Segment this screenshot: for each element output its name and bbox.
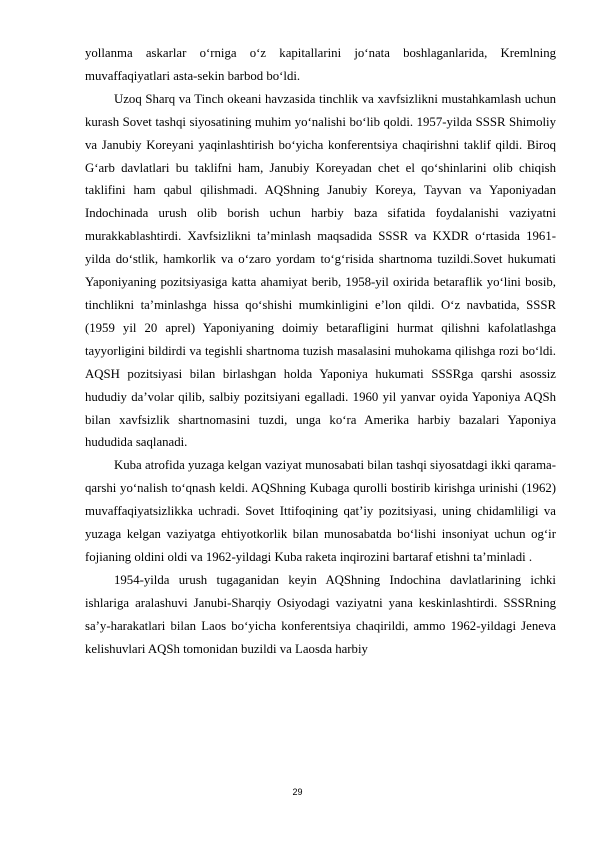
paragraph-continuation: yollanma askarlar o‘rniga o‘z kapitallarini jo‘nata boshlaganlarida, Kremlning muvaffaqiyatlari asta-sekin barbod bo‘ldi.: [85, 46, 556, 83]
paragraph-indochina: 1954-yilda urush tugaganidan keyin AQShning Indochina davlatlarining ichki ishlariga aralashuvi Janubi-Sharqiy Osiyodagi vaziyatni yana keskinlashtirdi. SSSRning sa’y-harakatlari bilan Laos bo‘yicha konferentsiya chaqirildi, ammo 1962-yildagi Jeneva kelishuvlari AQSh tomonidan buzildi va Laosda harbiy: [85, 572, 556, 656]
document-page: [85, 42, 556, 660]
paragraph-far-east: Uzoq Sharq va Tinch okeani havzasida tinchlik va xavfsizlikni mustahkamlash uchun kurash Sovet tashqi siyosatining muhim yo‘nalishi bo‘lib qoldi. 1957-yilda SSSR Shimoliy va Janubiy Koreyani yaqinlashtirish bo‘yicha konferentsiya chaqirishni taklif qildi. Biroq G‘arb davlatlari bu taklifni ham, Janubiy Koreyadan chet el qo‘shinlarini olib chiqish taklifini ham qabul qilishmadi. AQShning Janubiy Koreya, Tayvan va Yaponiyadan Indochinada urush olib borish uchun harbiy baza sifatida foydalanishi vaziyatni murakkablashtirdi. Xavfsizlikni ta’minlash maqsadida SSSR va KXDR o‘rtasida 1961-yilda do‘stlik, hamkorlik va o‘zaro yordam to‘g‘risida shartnoma tuzildi.Sovet hukumati Yaponiyaning pozitsiyasiga katta ahamiyat berib, 1958-yil oxirida betaraflik yo‘lini bosib, tinchlikni ta’minlashga hissa qo‘shishi mumkinligini e’lon qildi. O‘z navbatida, SSSR (1959 yil 20 aprel) Yaponiyaning doimiy betarafligini hurmat qilishni kafolatlashga tayyorligini bildirdi va tegishli shartnoma tuzish masalasini muhokama qilishga rozi bo‘ldi. AQSH pozitsiyasi bilan birlashgan holda Yaponiya hukumati SSSRga qarshi asossiz hududiy da’volar qilib, salbiy pozitsiyani egalladi. 1960 yil yanvar oyida Yaponiya AQSh bilan xavfsizlik shartnomasini tuzdi, unga ko‘ra Amerika harbiy bazalari Yaponiya hududida saqlanadi.: [85, 91, 556, 450]
paragraph-cuba: Kuba atrofida yuzaga kelgan vaziyat munosabati bilan tashqi siyosatdagi ikki qarama-qarshi yo‘nalish to‘qnash keldi. AQShning Kubaga qurolli bostirib kirishga urinishi (1962) muvaffaqiyatsizlikka uchradi. Sovet Ittifoqining qat’iy pozitsiyasi, uning chidamliligi va yuzaga kelgan vaziyatga ehtiyotkorlik bilan munosabatda bo‘lishi insoniyat uchun og‘ir fojianing oldini oldi va 1962-yildagi Kuba raketa inqirozini bartaraf etishni ta’minladi .: [85, 458, 556, 564]
page-number: 29: [292, 787, 303, 797]
